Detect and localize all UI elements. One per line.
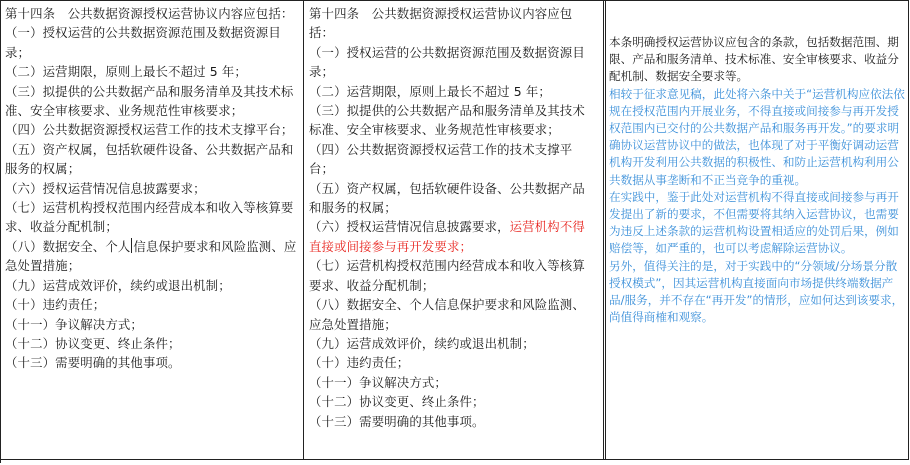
list-item: （八）数据安全、个人信息保护要求和风险监测、应急处置措施； (309, 297, 585, 332)
list-item: （七）运营机构授权范围内经营成本和收入等核算要求、收益分配机制； (5, 200, 294, 235)
list-item: （三）拟提供的公共数据产品和服务清单及其技术标准、安全审核要求、业务规范性审核要求； (309, 103, 585, 138)
commentary-column (606, 1, 909, 463)
list-item (309, 217, 597, 256)
list-item: （九）运营成效评价，续约或退出机制； (5, 277, 231, 293)
list-item: （十二）协议变更、终止条件； (5, 335, 181, 351)
list-item: （十一）争议解决方式； (5, 316, 143, 332)
list-item: （三）拟提供的公共数据产品和服务清单及其技术标准、安全审核要求、业务规范性审核要求； (5, 83, 294, 119)
list-item-part: 信息保护要求和风险监测、应急处置措施； (5, 238, 297, 274)
list-item: （二）运营期限，原则上最长不超过 5 年； (5, 64, 247, 80)
list-item: （一）授权运营的公共数据资源范围及数据资源目录； (5, 25, 281, 60)
list-item: （二）运营期限，原则上最长不超过 5 年； (309, 83, 551, 99)
list-item[interactable] (5, 237, 297, 276)
list-item: （十三）需要明确的其他事项。 (309, 413, 485, 429)
list-item: （四）公共数据资源授权运营工作的技术支撑平台； (5, 122, 294, 138)
list-item: （七）运营机构授权范围内经营成本和收入等核算要求、收益分配机制； (309, 258, 585, 293)
commentary-intro: 本条明确授权运营协议应包含的条款，包括数据范围、期限、产品和服务清单、技术标准、安全审核要求、收益分配机制、数据安全要求等。 (609, 35, 899, 84)
list-item: （五）资产权属，包括软硬件设备、公共数据产品和服务的权属； (5, 141, 294, 177)
list-item: （十）违约责任； (309, 355, 410, 371)
original-text-column (1, 1, 304, 463)
commentary-note: 另外，值得关注的是，对于实践中的“分领域/分场景分散授权模式”，因其运营机构直接面向市场提供终端数据产品/服务，并不存在“再开发”的情形，应如何达到该要求，尚值得商榷和观察。 (609, 258, 904, 325)
list-item: （六）授权运营情况信息披露要求； (5, 180, 206, 196)
added-requirement-text: 运营机构不得直接或间接参与再开发要求； (309, 219, 585, 254)
list-item: （五）资产权属，包括软硬件设备、公共数据产品和服务的权属； (309, 180, 585, 216)
list-item: （四）公共数据资源授权运营工作的技术支撑平台； (309, 141, 573, 177)
article-title: 第十四条 公共数据资源授权运营协议内容应包括： (309, 6, 573, 41)
list-item: （十二）协议变更、终止条件； (309, 394, 485, 410)
commentary-note: 在实践中，鉴于此处对运营机构不得直接或间接参与再开发提出了新的要求，不但需要将其纳入运营协议，也需要为违反上述条款的运营机构设置相适应的处罚后果，例如赔偿等，如严重的，也可以考虑解除运营协议。 (609, 189, 899, 256)
next-row-border (1, 459, 909, 463)
list-item: （十）违约责任； (5, 297, 106, 313)
list-item: （十一）争议解决方式； (309, 374, 447, 390)
revised-text-column (304, 1, 606, 463)
article-title: 第十四条 公共数据资源授权运营协议内容应包括： (5, 6, 294, 21)
item-text: （六）授权运营情况信息披露要求， (309, 219, 510, 235)
list-item: （一）授权运营的公共数据资源范围及数据资源目录； (309, 44, 585, 80)
list-item: （九）运营成效评价，续约或退出机制； (309, 335, 535, 351)
list-item: （十三）需要明确的其他事项。 (5, 355, 181, 371)
list-item-part: （八）数据安全、个人 (5, 238, 131, 254)
commentary-note: 相较于征求意见稿，此处将六条中关于“运营机构应依法依规在授权范围内开展业务，不得直接或间接参与再开发授权范围内已交付的公共数据产品和服务再开发。”的要求明确协议运营协议中的做法，也体现了对于平衡好调动运营机构开发利用公共数据的积极性、和防止运营机构利用公共数据从事垄断和不正当竞争的重视。 (609, 86, 905, 187)
